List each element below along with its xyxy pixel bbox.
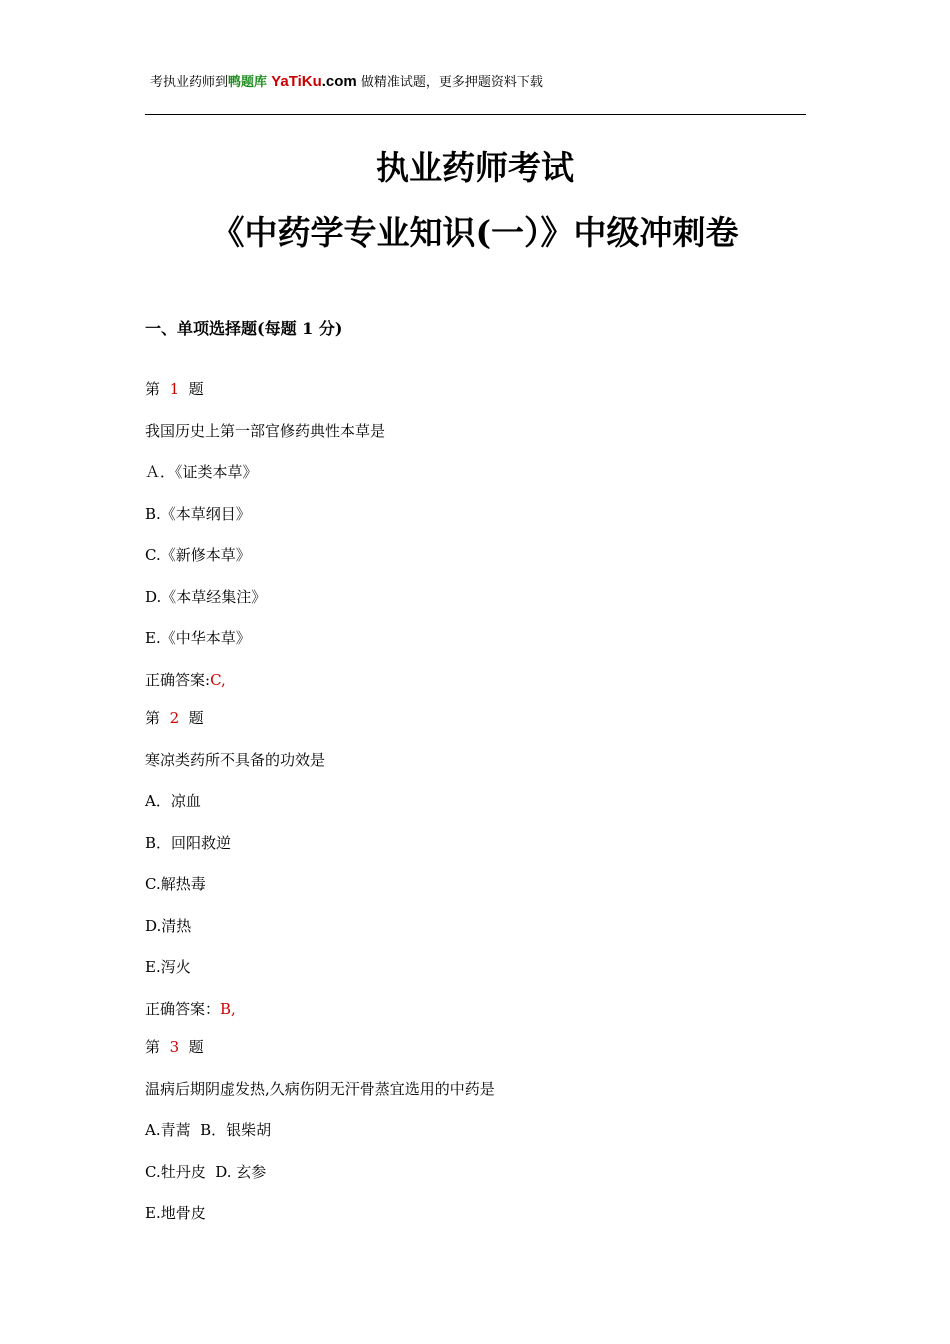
option-e: E.泻火 — [145, 958, 191, 976]
exam-subtitle: 《中药学专业知识(一）》中级冲刺卷 — [211, 213, 739, 252]
question-stem: 温病后期阴虚发热,久病伤阴无汗骨蒸宜选用的中药是 — [145, 1080, 495, 1098]
section-heading: 一、单项选择题(每题 1 分) — [145, 319, 343, 338]
option-c: C.《新修本草》 — [145, 546, 251, 564]
brand-name-en[interactable]: YaTiKu — [271, 73, 322, 90]
question-number — [145, 1036, 204, 1057]
answer-label: 正确答案: — [145, 671, 211, 689]
option-d: D.清热 — [145, 917, 192, 935]
question-stem: 寒凉类药所不具备的功效是 — [145, 751, 326, 769]
question-label-pre: 第 — [145, 380, 161, 398]
option-b: B．回阳救逆 — [145, 834, 232, 852]
brand-domain[interactable]: .com — [321, 73, 357, 90]
question-number — [145, 707, 204, 728]
answer-value: B, — [220, 1000, 236, 1018]
option-c-d: C.牡丹皮 D. 玄参 — [145, 1163, 267, 1181]
answer-line — [145, 998, 236, 1019]
exam-title: 执业药师考试 — [376, 148, 574, 187]
question-number-value: 2 — [169, 709, 180, 727]
question-label-post: 题 — [188, 1038, 204, 1056]
question-label-pre: 第 — [145, 1038, 161, 1056]
banner-suffix: 做精准试题，更多押题资料下载 — [360, 75, 543, 90]
site-banner — [150, 71, 543, 90]
brand-name-cn[interactable]: 鸭题库 — [228, 75, 268, 90]
header-divider — [145, 114, 806, 115]
question-stem: 我国历史上第一部官修药典性本草是 — [145, 422, 386, 440]
option-a: A．凉血 — [145, 792, 201, 810]
question-label-pre: 第 — [145, 709, 161, 727]
option-c: C.解热毒 — [145, 875, 206, 893]
answer-label: 正确答案： — [145, 1000, 221, 1018]
option-a-b: A.青蒿 B．银柴胡 — [145, 1121, 272, 1139]
option-d: D.《本草经集注》 — [145, 588, 267, 606]
banner-prefix: 考执业药师到 — [150, 75, 229, 90]
answer-value: C, — [210, 671, 226, 689]
question-label-post: 题 — [188, 709, 204, 727]
question-number-value: 1 — [169, 380, 180, 398]
question-number-value: 3 — [169, 1038, 180, 1056]
question-number — [145, 378, 204, 399]
option-e: E.《中华本草》 — [145, 629, 251, 647]
option-a: Ａ．《证类本草》 — [145, 463, 258, 481]
option-e: E.地骨皮 — [145, 1204, 206, 1222]
question-label-post: 题 — [188, 380, 204, 398]
answer-line — [145, 669, 226, 690]
option-b: B.《本草纲目》 — [145, 505, 251, 523]
